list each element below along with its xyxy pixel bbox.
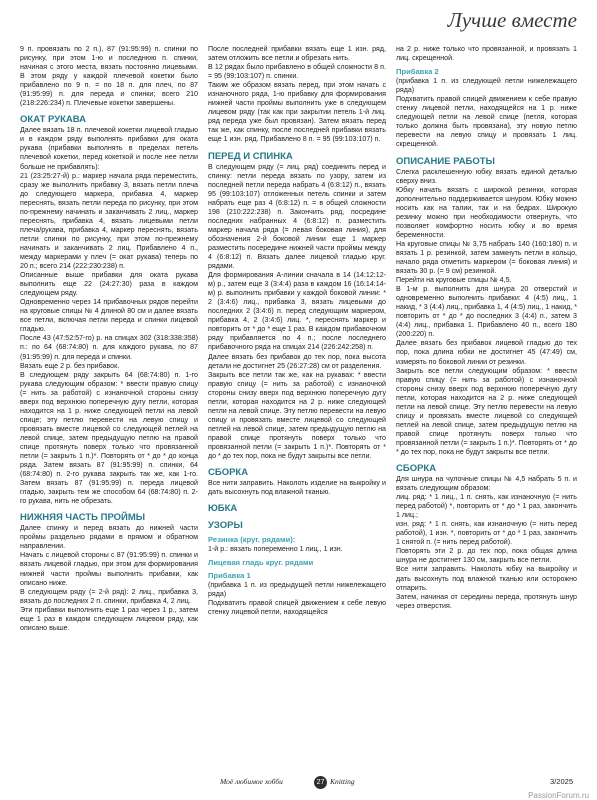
paragraph: на 2 р. ниже только что провязанной, и провязать 1 лиц. скрещенной. xyxy=(396,45,577,63)
paragraph: После последней прибавки вязать еще 1 изн. ряд, затем отложить все петли и обрезать нить. xyxy=(208,45,386,63)
paragraph: Начать с лицевой стороны с 87 (91:95:99) п. спинки и вязать лицевой гладью, при этом для формирования нижней части проймы выполнить прибавки, как описано ниже. xyxy=(20,551,198,587)
page-number: 27 xyxy=(314,776,327,789)
watermark: PassionForum.ru xyxy=(528,791,589,800)
subsection-heading: Резинка (круг. рядами): xyxy=(208,535,296,545)
paragraph: Перейти на круговые спицы № 4,5. xyxy=(396,276,512,285)
paragraph: Повторять эти 2 р. до тех пор, пока общая длина шнура не достигнет 130 см, закрыть все петли. xyxy=(396,547,577,565)
paragraph: Закрыть все петли так же, как на рукавах: * ввести правую спицу (= нить за работой) с изнаночной стороны снизу вверх под верхнюю поперечную дугу петли, которая находится на 2 р. ниже следующей петли на левой спице. Эту петлю перевести на левую спицу и провязать вместе лицевой со следующей петлей на левой спице, затем предыдущую петлю на правой спице протянуть поверх только что провязанной петли (= закрыть 1 п.)*. Повторять от * до * до тех пор, пока не будут закрыты все петли. xyxy=(208,370,386,461)
column-3 xyxy=(396,45,577,611)
paragraph: Таким же образом вязать перед, при этом начать с изнаночного ряда, 1-ю прибавку для формирования нижней части проймы выполнить уже в следующем лицевом ряду (так как при закрытии петель 1-й лиц. ряд переда уже был провязан). Затем вязать перед так же, как спинку, после последней прибавки вязать еще 1 изн. ряд. Прибавлено 8 п. = 95 (99:103:107) п. xyxy=(208,81,386,144)
paragraph: 1-й р.: вязать попеременно 1 лиц., 1 изн. xyxy=(208,545,343,554)
paragraph: Далее вязать без прибавок лицевой гладью до тех пор, пока длина юбки не достигнет 45 (47:49) см, измерять по боковой линии от резинки. xyxy=(396,339,577,366)
subsection-heading: Прибавка 2 xyxy=(396,67,439,77)
paragraph: Для формирования А-линии сначала в 14 (14:12:12-м) р., затем еще 3 (3:4:4) раза в каждом 16 (16:14:14-м) р. выполнить прибавки у каждой боковой линии: * 2 (3:4:6) лиц., прибавка 3, вязать лицевыми до последних 2 (3:4:6) п. перед следующим маркером, прибавка 4, 2 (3:4:6) лиц. *, переснять маркер и повторить от * до * еще 1 раз. В каждом прибавочном ряду прибавляется по 4 п.; после последнего прибавочного ряда на спицах 214 (226:242:258) п. xyxy=(208,271,386,352)
magazine-brand: Knitting xyxy=(330,777,355,786)
paragraph: Закрыть все петли следующим образом: * ввести правую спицу (= нить за работой) с изнаночной стороны снизу вверх под верхнюю поперечную дугу петли, которая находится на 2 р. ниже следующей петли на левой спице. Эту петлю перевести на левую спицу и провязать вместе лицевой со следующей петлей на левой спице, затем предыдущую петлю на правой спице протянуть поверх только что провязанной петли (= закрыть 1 п.)*. Повторять от * до * до тех пор, пока не будут закрыты все петли. xyxy=(396,366,577,456)
paragraph: На круговые спицы № 3,75 набрать 140 (160:180) п. и вязать 1 р. резинкой, затем замкнуть петли в кольцо, начало ряда отметить маркером (= боковая линия) и вязать 30 р. (= 9 см) резинкой. xyxy=(396,239,577,276)
section-heading: УЗОРЫ xyxy=(208,520,243,532)
paragraph: Далее вязать без прибавок до тех пор, пока высота детали не достигнет 25 (26:27:28) см от разделения. xyxy=(208,352,386,370)
paragraph: Подхватить правой спицей движением к себе правую стенку лицевой петли, находящейся на 1 р. ниже следующей петли на левой спице (петля, которая только должна быть провязана), эту новую петлю перевести на левую спицу и провязать 1 лиц. скрещенной. xyxy=(396,95,577,149)
paragraph: Юбку начать вязать с широкой резинки, которая дополнительно поддерживается шнуром. Юбку можно носить как на талии, так и на бедрах. Широкую резинку можно при необходимости отвернуть, что позволяет комфортно носить юбку и во время беременности. xyxy=(396,185,577,239)
paragraph: лиц. ряд: * 1 лиц., 1 п. снять, как изнаночную (= нить перед работой) *, повторить от * до * 1 раз, закончить 1 лиц.; xyxy=(396,493,577,520)
paragraph: Вязать еще 2 р. без прибавок. xyxy=(20,361,120,370)
paragraph: Все нити заправить. Наколоть юбку на выкройку и дать высохнуть под влажной тканью или осторожно отпарить. xyxy=(396,565,577,592)
column-2 xyxy=(208,45,386,618)
page-footer xyxy=(0,776,597,790)
section-heading: ПЕРЕД И СПИНКА xyxy=(208,150,293,162)
paragraph: Одновременно через 14 прибавочных рядов перейти на круговые спицы № 4 длиной 80 см и далее вязать все петли, включая петли переда и спинки лицевой гладью. xyxy=(20,298,198,334)
page-title: Лучше вместе xyxy=(447,8,577,32)
paragraph: 21 (23:25:27-й) р.: маркер начала ряда переместить, сразу же выполнить прибавку 3, вязать петли плеча до следующего маркера, прибавка 4, маркер переснять, вязать петли переда по рисунку, при этом по-прежнему начинать и заканчивать 2 лиц., маркер переснять, прибавка 4, вязать лицевыми петли плеча/рукава, прибавка 4, маркер переснять, вязать петли спинки по рисунку, при этом по-прежнему начинать и заканчивать 2 лиц. Прибавлено 4 п., между маркерами у плеч (= окат рукава) теперь по 20 п.; всего 214 (222:230:238) п. xyxy=(20,171,198,271)
paragraph: 9 п. провязать по 2 п.), 87 (91:95:99) п. спинки по рисунку, при этом 1-ю и последнюю п. спинки, начиная с этого места, вязать постоянно лицевыми. В этом ряду у каждой плечевой кокетки было прибавлено по 9 п. = по 18 п. для плеч, по 87 (91:95:99) п. для переда и спинки; всего 210 (218:226:234) п. Плечевые кокетки завершены. xyxy=(20,45,198,108)
paragraph: Все нити заправить. Наколоть изделие на выкройку и дать высохнуть под влажной тканью. xyxy=(208,479,386,497)
section-heading: СБОРКА xyxy=(208,467,249,479)
section-heading: ЮБКА xyxy=(208,503,238,515)
section-heading: ОПИСАНИЕ РАБОТЫ xyxy=(396,155,495,167)
section-heading: СБОРКА xyxy=(396,463,437,475)
column-1 xyxy=(20,45,198,633)
subsection-heading: Прибавка 1 xyxy=(208,571,251,581)
paragraph: В следующем ряду (= лиц. ряд) соединить перед и спинку: петли переда вязать по узору, затем из последней петли переда набрать 4 (6:8:12) п., вязать 95 (99:103:107) отложенных петель спинки и затем набрать еще раз 4 (6:8:12) п. = в общей сложности 198 (210:222:238) п. Закончить ряд, посредине последних набранных 4 (6:8:12) п. разместить маркер начала ряда (= левая боковая линия), для обозначения 2-й боковой линии еще 1 маркер разместить посередине нижней части проймы между 4 (6:8:12) п. Вязать далее лицевой гладью круг. рядами. xyxy=(208,162,386,271)
paragraph: Далее вязать 18 п. плечевой кокетки лицевой гладью и в каждом ряду выполнять прибавки для оката рукава (прибавки выполнять в пределах петель плечевой кокетки, перед кокеткой и после нее петли больше не прибавлять): xyxy=(20,126,198,171)
paragraph: Слегка расклешенную юбку вязать единой деталью сверху вниз. xyxy=(396,167,577,185)
section-heading: ОКАТ РУКАВА xyxy=(20,114,87,126)
paragraph: Затем, начиная от середины переда, протянуть шнур через отверстия. xyxy=(396,592,577,610)
paragraph: Для шнура на чулочные спицы № 4,5 набрать 5 п. и вязать следующим образом: xyxy=(396,475,577,493)
paragraph: изн. ряд: * 1 п. снять, как изнаночную (= нить перед работой), 1 изн. *, повторить от * до * 1 раз, закончить 1 снятой п. (= нить перед работой). xyxy=(396,520,577,547)
paragraph: Описанные выше прибавки для оката рукава выполнить еще 22 (24:27:30) раза в каждом следующем ряду. xyxy=(20,271,198,298)
paragraph: В 12 рядах было прибавлено в общей сложности 8 п. = 95 (99:103:107) п. спинки. xyxy=(208,63,386,81)
paragraph: Эти прибавки выполнить еще 1 раз через 1 р., затем еще 1 раз в каждом следующем лицевом ряду, как описано выше. xyxy=(20,605,198,632)
paragraph: Подхватить правой спицей движением к себе левую стенку лицевой петли, находящейся xyxy=(208,599,386,617)
paragraph: В 1-м р. выполнить для шнура 20 отверстий и одновременно выполнить прибавки: 4 (4:5) лиц., 1 накид, * 3 (4:4) лиц., прибавка 1, 4 (4:5) лиц., 1 накид, * повторить от * до * до последних 3 (4:4) п., затем 3 (4:4) лиц., прибавка 1. Прибавлено 40 п., всего 180 (200:220) п. xyxy=(396,285,577,339)
subsection-heading: Лицевая гладь круг. рядами xyxy=(208,558,314,568)
paragraph: После 43 (47:52:57-го) р. на спицах 302 (318:338:358) п.: по 64 (68:74:80) п. для каждого рукава, по 87 (91:95:99) п. для переда и спинки. xyxy=(20,334,198,361)
paragraph: В следующем ряду (= 2-й ряд): 2 лиц., прибавка 3, вязать до последних 2 п. спинки, прибавка 4, 2 лиц. xyxy=(20,587,198,605)
paragraph: (прибавка 1 п. из следующей петли нижележащего ряда) xyxy=(396,77,577,95)
paragraph: Далее спинку и перед вязать до нижней части проймы раздельно рядами в прямом и обратном направлении. xyxy=(20,524,198,551)
magazine-name: Моё любимое хобби xyxy=(220,777,283,786)
paragraph: (прибавка 1 п. из предыдущей петли нижележащего ряда) xyxy=(208,581,386,599)
paragraph: В следующем ряду закрыть 64 (68:74:80) п. 1-го рукава следующим образом: * ввести правую спицу (= нить за работой) с изнаночной стороны снизу вверх под верхнюю поперечную дугу петли, которая находится на 1 р. ниже следующей петли на левой спице; эту петлю перевести на левую спицу и провязать вместе лицевой со следующей петлей на левой спице, затем предыдущую петлю на правой спице протянуть поверх только что провязанной петли (= закрыть 1 п.)*. Повторять от * до * до конца ряда. Затем вязать 87 (91:95:99) п. спинки, 64 (68:74:80) п. 2-го рукава закрыть так же, как 1-го. Затем вязать 87 (91:95:99) п. переда лицевой гладью, закрыть тем же способом 64 (68:74:80) п. 2-го рукава, нить не обрезать. xyxy=(20,370,198,506)
issue-number: 3/2025 xyxy=(550,777,573,786)
section-heading: НИЖНЯЯ ЧАСТЬ ПРОЙМЫ xyxy=(20,512,146,524)
